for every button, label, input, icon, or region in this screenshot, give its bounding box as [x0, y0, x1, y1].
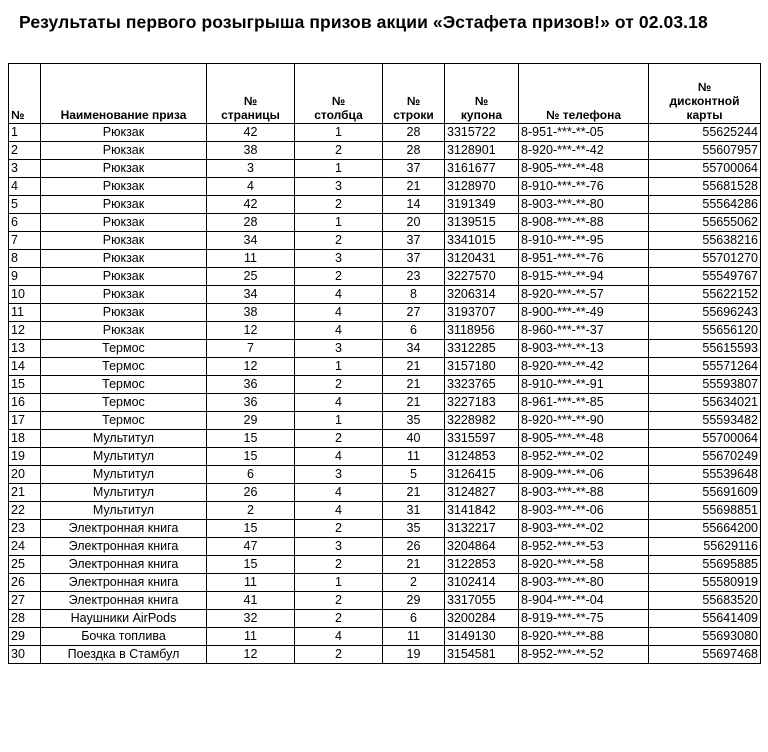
results-table: [8, 63, 761, 664]
cell-coupon: 3154581: [445, 646, 519, 664]
cell-coupon: 3323765: [445, 376, 519, 394]
cell-coupon: 3317055: [445, 592, 519, 610]
cell-column: 3: [295, 178, 383, 196]
cell-phone: 8-960-***-**-37: [519, 322, 649, 340]
cell-page: 42: [207, 196, 295, 214]
cell-phone: 8-903-***-**-06: [519, 502, 649, 520]
cell-prize: Термос: [41, 394, 207, 412]
cell-coupon: 3206314: [445, 286, 519, 304]
cell-coupon: 3341015: [445, 232, 519, 250]
cell-num: 23: [9, 520, 41, 538]
cell-phone: 8-903-***-**-80: [519, 196, 649, 214]
cell-num: 24: [9, 538, 41, 556]
cell-column: 4: [295, 304, 383, 322]
cell-coupon: 3200284: [445, 610, 519, 628]
cell-phone: 8-903-***-**-80: [519, 574, 649, 592]
cell-phone: 8-910-***-**-91: [519, 376, 649, 394]
cell-coupon: 3227183: [445, 394, 519, 412]
cell-row: 35: [383, 412, 445, 430]
cell-phone: 8-920-***-**-90: [519, 412, 649, 430]
cell-prize: Рюкзак: [41, 304, 207, 322]
table-row: [9, 646, 761, 664]
cell-coupon: 3132217: [445, 520, 519, 538]
cell-prize: Мультитул: [41, 430, 207, 448]
cell-num: 19: [9, 448, 41, 466]
cell-phone: 8-952-***-**-52: [519, 646, 649, 664]
cell-phone: 8-961-***-**-85: [519, 394, 649, 412]
cell-row: 5: [383, 466, 445, 484]
cell-page: 12: [207, 358, 295, 376]
cell-coupon: 3149130: [445, 628, 519, 646]
table-body: [9, 124, 761, 664]
table-row: [9, 160, 761, 178]
cell-num: 6: [9, 214, 41, 232]
cell-coupon: 3124827: [445, 484, 519, 502]
cell-num: 30: [9, 646, 41, 664]
table-row: [9, 610, 761, 628]
cell-card: 55641409: [649, 610, 761, 628]
cell-column: 2: [295, 268, 383, 286]
cell-coupon: 3102414: [445, 574, 519, 592]
cell-num: 16: [9, 394, 41, 412]
cell-num: 2: [9, 142, 41, 160]
cell-num: 20: [9, 466, 41, 484]
cell-prize: Рюкзак: [41, 214, 207, 232]
cell-card: 55697468: [649, 646, 761, 664]
cell-page: 36: [207, 376, 295, 394]
cell-page: 4: [207, 178, 295, 196]
cell-column: 2: [295, 376, 383, 394]
cell-coupon: 3128970: [445, 178, 519, 196]
cell-column: 3: [295, 250, 383, 268]
table-row: [9, 574, 761, 592]
cell-page: 7: [207, 340, 295, 358]
cell-row: 31: [383, 502, 445, 520]
cell-num: 25: [9, 556, 41, 574]
cell-coupon: 3141842: [445, 502, 519, 520]
cell-num: 5: [9, 196, 41, 214]
cell-phone: 8-920-***-**-42: [519, 358, 649, 376]
cell-num: 22: [9, 502, 41, 520]
header-coupon: № купона: [445, 64, 519, 124]
cell-page: 6: [207, 466, 295, 484]
cell-row: 6: [383, 322, 445, 340]
cell-prize: Наушники AirPods: [41, 610, 207, 628]
cell-phone: 8-910-***-**-95: [519, 232, 649, 250]
table-row: [9, 484, 761, 502]
cell-card: 55691609: [649, 484, 761, 502]
cell-card: 55607957: [649, 142, 761, 160]
cell-row: 21: [383, 556, 445, 574]
cell-row: 11: [383, 628, 445, 646]
cell-column: 3: [295, 538, 383, 556]
cell-prize: Рюкзак: [41, 322, 207, 340]
cell-column: 4: [295, 286, 383, 304]
cell-page: 12: [207, 646, 295, 664]
cell-page: 42: [207, 124, 295, 142]
cell-prize: Электронная книга: [41, 592, 207, 610]
cell-card: 55700064: [649, 160, 761, 178]
table-row: [9, 628, 761, 646]
cell-card: 55655062: [649, 214, 761, 232]
cell-card: 55629116: [649, 538, 761, 556]
cell-coupon: 3312285: [445, 340, 519, 358]
cell-row: 20: [383, 214, 445, 232]
cell-card: 55564286: [649, 196, 761, 214]
cell-phone: 8-905-***-**-48: [519, 430, 649, 448]
cell-card: 55670249: [649, 448, 761, 466]
cell-phone: 8-905-***-**-48: [519, 160, 649, 178]
cell-card: 55625244: [649, 124, 761, 142]
cell-phone: 8-919-***-**-75: [519, 610, 649, 628]
table-row: [9, 178, 761, 196]
cell-phone: 8-920-***-**-88: [519, 628, 649, 646]
cell-column: 2: [295, 430, 383, 448]
cell-phone: 8-908-***-**-88: [519, 214, 649, 232]
table-row: [9, 466, 761, 484]
cell-num: 21: [9, 484, 41, 502]
header-column: № столбца: [295, 64, 383, 124]
cell-prize: Рюкзак: [41, 124, 207, 142]
cell-page: 29: [207, 412, 295, 430]
cell-num: 14: [9, 358, 41, 376]
cell-row: 11: [383, 448, 445, 466]
cell-prize: Термос: [41, 376, 207, 394]
cell-num: 27: [9, 592, 41, 610]
table-row: [9, 214, 761, 232]
cell-page: 15: [207, 448, 295, 466]
cell-column: 2: [295, 592, 383, 610]
cell-row: 37: [383, 250, 445, 268]
table-row: [9, 376, 761, 394]
table-row: [9, 448, 761, 466]
cell-card: 55698851: [649, 502, 761, 520]
cell-num: 1: [9, 124, 41, 142]
cell-num: 28: [9, 610, 41, 628]
cell-prize: Термос: [41, 358, 207, 376]
cell-num: 17: [9, 412, 41, 430]
cell-column: 3: [295, 340, 383, 358]
cell-row: 21: [383, 178, 445, 196]
cell-row: 21: [383, 394, 445, 412]
cell-page: 26: [207, 484, 295, 502]
cell-prize: Рюкзак: [41, 268, 207, 286]
cell-num: 3: [9, 160, 41, 178]
cell-phone: 8-903-***-**-88: [519, 484, 649, 502]
cell-card: 55693080: [649, 628, 761, 646]
cell-phone: 8-951-***-**-76: [519, 250, 649, 268]
cell-phone: 8-920-***-**-58: [519, 556, 649, 574]
cell-prize: Мультитул: [41, 502, 207, 520]
cell-coupon: 3157180: [445, 358, 519, 376]
cell-prize: Термос: [41, 412, 207, 430]
cell-coupon: 3124853: [445, 448, 519, 466]
cell-card: 55539648: [649, 466, 761, 484]
cell-row: 23: [383, 268, 445, 286]
cell-page: 38: [207, 142, 295, 160]
cell-column: 1: [295, 574, 383, 592]
header-card: № дисконтной карты: [649, 64, 761, 124]
cell-row: 28: [383, 142, 445, 160]
table-row: [9, 340, 761, 358]
cell-coupon: 3191349: [445, 196, 519, 214]
cell-prize: Рюкзак: [41, 250, 207, 268]
cell-prize: Рюкзак: [41, 286, 207, 304]
cell-column: 4: [295, 394, 383, 412]
cell-row: 35: [383, 520, 445, 538]
cell-column: 2: [295, 646, 383, 664]
cell-phone: 8-909-***-**-06: [519, 466, 649, 484]
cell-prize: Рюкзак: [41, 160, 207, 178]
table-row: [9, 142, 761, 160]
cell-card: 55696243: [649, 304, 761, 322]
table-row: [9, 430, 761, 448]
cell-page: 15: [207, 520, 295, 538]
cell-column: 2: [295, 610, 383, 628]
cell-column: 1: [295, 124, 383, 142]
cell-card: 55580919: [649, 574, 761, 592]
cell-column: 2: [295, 232, 383, 250]
cell-card: 55615593: [649, 340, 761, 358]
cell-row: 28: [383, 124, 445, 142]
cell-column: 2: [295, 520, 383, 538]
cell-row: 21: [383, 376, 445, 394]
cell-row: 21: [383, 484, 445, 502]
cell-prize: Мультитул: [41, 484, 207, 502]
cell-num: 29: [9, 628, 41, 646]
cell-phone: 8-952-***-**-02: [519, 448, 649, 466]
cell-column: 4: [295, 322, 383, 340]
cell-phone: 8-903-***-**-02: [519, 520, 649, 538]
cell-column: 1: [295, 160, 383, 178]
cell-prize: Рюкзак: [41, 232, 207, 250]
table-row: [9, 286, 761, 304]
cell-page: 34: [207, 286, 295, 304]
cell-num: 12: [9, 322, 41, 340]
cell-row: 19: [383, 646, 445, 664]
cell-column: 4: [295, 448, 383, 466]
cell-row: 6: [383, 610, 445, 628]
cell-row: 2: [383, 574, 445, 592]
cell-page: 2: [207, 502, 295, 520]
cell-card: 55638216: [649, 232, 761, 250]
cell-card: 55549767: [649, 268, 761, 286]
cell-num: 7: [9, 232, 41, 250]
cell-coupon: 3204864: [445, 538, 519, 556]
cell-coupon: 3227570: [445, 268, 519, 286]
cell-coupon: 3122853: [445, 556, 519, 574]
cell-phone: 8-952-***-**-53: [519, 538, 649, 556]
cell-card: 55571264: [649, 358, 761, 376]
cell-page: 34: [207, 232, 295, 250]
cell-row: 26: [383, 538, 445, 556]
cell-phone: 8-920-***-**-57: [519, 286, 649, 304]
cell-column: 3: [295, 466, 383, 484]
cell-prize: Термос: [41, 340, 207, 358]
cell-phone: 8-915-***-**-94: [519, 268, 649, 286]
cell-row: 21: [383, 358, 445, 376]
cell-coupon: 3120431: [445, 250, 519, 268]
cell-page: 47: [207, 538, 295, 556]
cell-prize: Рюкзак: [41, 142, 207, 160]
cell-card: 55683520: [649, 592, 761, 610]
header-num: №: [9, 64, 41, 124]
cell-num: 26: [9, 574, 41, 592]
cell-column: 1: [295, 412, 383, 430]
cell-coupon: 3315597: [445, 430, 519, 448]
cell-column: 4: [295, 628, 383, 646]
cell-prize: Рюкзак: [41, 178, 207, 196]
cell-num: 11: [9, 304, 41, 322]
cell-coupon: 3128901: [445, 142, 519, 160]
cell-phone: 8-910-***-**-76: [519, 178, 649, 196]
cell-row: 8: [383, 286, 445, 304]
cell-page: 32: [207, 610, 295, 628]
table-row: [9, 322, 761, 340]
table-row: [9, 592, 761, 610]
cell-num: 10: [9, 286, 41, 304]
cell-prize: Поездка в Стамбул: [41, 646, 207, 664]
cell-phone: 8-951-***-**-05: [519, 124, 649, 142]
table-row: [9, 250, 761, 268]
cell-row: 40: [383, 430, 445, 448]
cell-card: 55593482: [649, 412, 761, 430]
cell-page: 12: [207, 322, 295, 340]
cell-column: 1: [295, 358, 383, 376]
cell-phone: 8-904-***-**-04: [519, 592, 649, 610]
cell-page: 15: [207, 430, 295, 448]
cell-column: 4: [295, 484, 383, 502]
cell-prize: Электронная книга: [41, 556, 207, 574]
cell-column: 2: [295, 196, 383, 214]
table-row: [9, 358, 761, 376]
table-header-row: [9, 64, 761, 124]
cell-column: 4: [295, 502, 383, 520]
cell-column: 2: [295, 142, 383, 160]
cell-coupon: 3118956: [445, 322, 519, 340]
cell-card: 55681528: [649, 178, 761, 196]
cell-prize: Мультитул: [41, 466, 207, 484]
cell-page: 3: [207, 160, 295, 178]
table-row: [9, 412, 761, 430]
cell-num: 13: [9, 340, 41, 358]
cell-prize: Бочка топлива: [41, 628, 207, 646]
cell-num: 4: [9, 178, 41, 196]
cell-num: 9: [9, 268, 41, 286]
table-row: [9, 232, 761, 250]
table-row: [9, 556, 761, 574]
cell-prize: Электронная книга: [41, 520, 207, 538]
cell-card: 55634021: [649, 394, 761, 412]
cell-coupon: 3139515: [445, 214, 519, 232]
cell-row: 27: [383, 304, 445, 322]
cell-phone: 8-900-***-**-49: [519, 304, 649, 322]
cell-card: 55664200: [649, 520, 761, 538]
cell-num: 18: [9, 430, 41, 448]
header-phone: № телефона: [519, 64, 649, 124]
cell-card: 55695885: [649, 556, 761, 574]
cell-page: 36: [207, 394, 295, 412]
cell-page: 25: [207, 268, 295, 286]
cell-coupon: 3228982: [445, 412, 519, 430]
cell-prize: Электронная книга: [41, 574, 207, 592]
cell-row: 37: [383, 160, 445, 178]
cell-coupon: 3315722: [445, 124, 519, 142]
cell-page: 11: [207, 574, 295, 592]
cell-card: 55700064: [649, 430, 761, 448]
table-row: [9, 304, 761, 322]
cell-coupon: 3161677: [445, 160, 519, 178]
cell-coupon: 3193707: [445, 304, 519, 322]
cell-page: 38: [207, 304, 295, 322]
cell-page: 15: [207, 556, 295, 574]
cell-row: 34: [383, 340, 445, 358]
table-row: [9, 394, 761, 412]
cell-prize: Мультитул: [41, 448, 207, 466]
cell-card: 55622152: [649, 286, 761, 304]
cell-num: 15: [9, 376, 41, 394]
cell-phone: 8-920-***-**-42: [519, 142, 649, 160]
table-row: [9, 538, 761, 556]
table-row: [9, 502, 761, 520]
cell-column: 1: [295, 214, 383, 232]
page-title: Результаты первого розыгрыша призов акции «Эстафета призов!» от 02.03.18: [19, 12, 708, 32]
cell-phone: 8-903-***-**-13: [519, 340, 649, 358]
cell-prize: Электронная книга: [41, 538, 207, 556]
header-prize: Наименование приза: [41, 64, 207, 124]
header-page: № страницы: [207, 64, 295, 124]
cell-row: 37: [383, 232, 445, 250]
cell-page: 11: [207, 628, 295, 646]
cell-row: 14: [383, 196, 445, 214]
table-row: [9, 124, 761, 142]
table-row: [9, 196, 761, 214]
cell-coupon: 3126415: [445, 466, 519, 484]
cell-card: 55593807: [649, 376, 761, 394]
cell-card: 55701270: [649, 250, 761, 268]
cell-page: 41: [207, 592, 295, 610]
cell-column: 2: [295, 556, 383, 574]
cell-card: 55656120: [649, 322, 761, 340]
table-row: [9, 268, 761, 286]
cell-row: 29: [383, 592, 445, 610]
cell-prize: Рюкзак: [41, 196, 207, 214]
cell-page: 28: [207, 214, 295, 232]
table-row: [9, 520, 761, 538]
header-row: № строки: [383, 64, 445, 124]
cell-page: 11: [207, 250, 295, 268]
cell-num: 8: [9, 250, 41, 268]
